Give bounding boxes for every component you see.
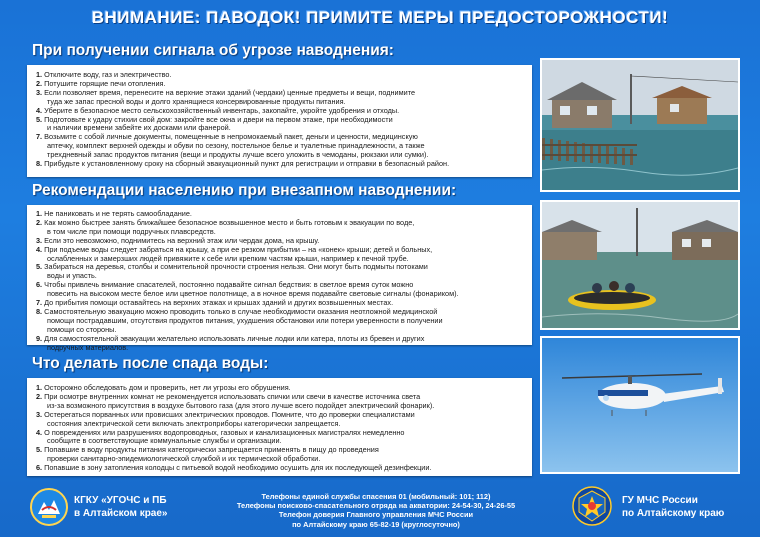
item-text: Чтобы привлечь внимание спасателей, постоянно подавайте сигнал бедствия: в светлое время суток можно (44, 280, 414, 290)
item-text: Попавшие в зону затопления колодцы с питьевой водой необходимо осушить для их последующей дезинфекции. (44, 463, 432, 473)
section-heading-threat: При получении сигнала об угрозе наводнения: (32, 42, 394, 59)
item-text: Остерегаться порванных или провисших электрических проводов. Помните, что до проверки специалистами (44, 409, 415, 419)
org-left-line-1: КГКУ «УГОЧС и ПБ (74, 495, 167, 506)
item-number: 6. (36, 280, 43, 290)
item-text: повесить на высоком месте белое или цветное полотнище, а в ночное время подавайте световые сигналы (фонариком). (47, 289, 459, 299)
item-text: Уберите в безопасное место сельскохозяйственный инвентарь, закопайте, укройте удобрения и отходы. (44, 105, 400, 115)
item-text: Как можно быстрее занять ближайшее безопасное возвышенное место и быть готовым к эвакуации по воде, (44, 217, 415, 227)
item-text: Отключите воду, газ и электричество. (44, 70, 172, 79)
item-text: подручных материалов. (47, 342, 129, 352)
item-text: До прибытия помощи оставайтесь на верхних этажах и крышах зданий и других возвышенных местах. (44, 298, 394, 308)
item-text: Не паниковать и не терять самообладание. (44, 209, 192, 218)
item-number: 5. (36, 445, 43, 455)
helicopter-image (542, 338, 738, 472)
item-text: Прибудьте к установленному сроку на сборный эвакуационный пункт для регистрации и отправки в безопасный район. (44, 159, 450, 169)
item-text: ослабленных и замерзших людей привяжите к себе или крепким частям крыши, например к печной трубе. (47, 253, 409, 263)
list-sudden (36, 210, 459, 353)
item-text: Подготовьте к удару стихии свой дом: закройте все окна и двери на первом этаже, при необходимости (44, 114, 393, 124)
item-text: трехдневный запас продуктов питания (вещи и продукты лучше всего уложить в чемоданы, рюкзаки или сумки). (47, 150, 429, 160)
item-number: 1. (36, 209, 43, 218)
item-number: 4. (36, 105, 43, 115)
item-number: 3. (36, 87, 43, 97)
item-text: помощи со стороны. (47, 324, 117, 334)
org-left-line-2: в Алтайском крае» (74, 508, 168, 519)
item-number: 7. (36, 132, 43, 142)
item-text: туда же запас пресной воды и долго хранящиеся консервированные продукты питания. (47, 96, 346, 106)
org-right (622, 494, 724, 520)
item-text: Для самостоятельной эвакуации желательно использовать личные лодки или катера, плоты из бревен и других (44, 333, 425, 343)
item-text: и наличии времени забейте их досками или фанерой. (47, 123, 231, 133)
item-text: воды и упасть. (47, 271, 97, 281)
rescue-boat-image (542, 202, 738, 328)
section-heading-sudden: Рекомендации населению при внезапном наводнении: (32, 182, 457, 199)
photo-rescue-boat (540, 200, 740, 330)
item-number: 6. (36, 463, 43, 473)
org-right-line-1: ГУ МЧС России (622, 495, 698, 506)
item-text: При подъеме воды следует забраться на крышу, а при ее резком прибытии – на «конек» крыши; детей и больных, (44, 244, 433, 254)
list-item (36, 263, 459, 272)
item-text: аптечку, комплект верхней одежды и обуви по сезону, постельное белье и туалетные принадлежности, а также (47, 141, 425, 151)
item-text: При осмотре внутренних комнат не рекомендуется использовать спички или свечи в качестве источника света (44, 391, 421, 401)
item-number: 7. (36, 298, 43, 308)
mchs-emblem-icon (572, 486, 612, 526)
phones-line-4: по Алтайскому краю 65-82-19 (круглосуточно) (292, 519, 460, 529)
section-heading-after: Что делать после спада воды: (32, 355, 269, 372)
item-number: 2. (36, 391, 43, 401)
item-number: 2. (36, 78, 43, 88)
list-item (36, 160, 449, 169)
org-left (74, 494, 168, 520)
item-number: 3. (36, 409, 43, 419)
list-threat (36, 71, 449, 169)
item-text: Забираться на деревья, столбы и сомнительной прочности строения нельзя. Они могут быть подмыты потоками (44, 262, 428, 272)
item-number: 9. (36, 333, 43, 343)
photo-flooded-village (540, 58, 740, 192)
phones-line-3: Телефон доверия Главного управления МЧС России (278, 510, 474, 520)
item-text: состояния электрической сети включать электроприборы категорически запрещается. (47, 418, 341, 428)
item-text: проверки санитарно-эпидемиологической службой и их термической обработки. (47, 454, 321, 464)
item-number: 5. (36, 114, 43, 124)
item-number: 4. (36, 244, 43, 254)
item-text: О повреждениях или разрушениях водопроводных, газовых и канализационных магистралях немедленно (44, 427, 405, 437)
poster-title: ВНИМАНИЕ: ПАВОДОК! ПРИМИТЕ МЕРЫ ПРЕДОСТОРОЖНОСТИ! (91, 8, 669, 27)
list-item (36, 344, 459, 353)
item-number: 3. (36, 235, 43, 245)
item-text: Осторожно обследовать дом и проверить, нет ли угрозы его обрушения. (44, 383, 291, 392)
item-text: Возьмите с собой личные документы, помещенные в непромокаемый пакет, деньги и ценности, медицинскую (44, 132, 418, 142)
phones-line-2: Телефоны поисково-спасательного отряда на акватории: 24-54-30, 24-26-55 (236, 501, 516, 511)
item-number: 8. (36, 159, 43, 169)
item-number: 8. (36, 306, 43, 316)
item-number: 4. (36, 427, 43, 437)
item-text: Если позволяет время, перенесите на верхние этажи зданий (чердаки) ценные предметы и вещи, поднимите (44, 87, 416, 97)
item-text: сообщите в соответствующие коммунальные службы и организации. (47, 436, 282, 446)
list-item (36, 464, 434, 473)
org-right-line-2: по Алтайскому краю (622, 508, 725, 519)
item-text: в том числе при помощи подручных плавсредств. (47, 226, 216, 236)
phones-block (196, 492, 556, 529)
photo-helicopter (540, 336, 740, 474)
altai-emblem-icon (30, 488, 68, 526)
flooded-village-image (542, 60, 738, 190)
item-text: Самостоятельную эвакуацию можно проводить только в случае необходимости оказания неотложной медицинской (44, 306, 438, 316)
item-number: 2. (36, 217, 43, 227)
list-after (36, 384, 434, 473)
item-text: из-за возможного присутствия в воздухе бытового газа (для этого лучше всего подойдет электрический фонарик). (47, 400, 435, 410)
phones-line-1: Телефоны единой службы спасения 01 (мобильный: 101; 112) (261, 492, 491, 501)
item-text: Потушите горящие печи отопления. (44, 78, 166, 88)
item-number: 1. (36, 70, 43, 79)
item-text: Попавшие в воду продукты питания категорически запрещается применять в пищу до проведения (44, 445, 379, 455)
item-text: Если это невозможно, поднимитесь на верхний этаж или чердак дома, на крышу. (44, 235, 320, 245)
item-text: помощи пострадавшим, отсутствия продуктов питания, ухудшения обстановки или потери уверенности в получении (47, 315, 443, 325)
item-number: 1. (36, 383, 43, 392)
item-number: 5. (36, 262, 43, 272)
